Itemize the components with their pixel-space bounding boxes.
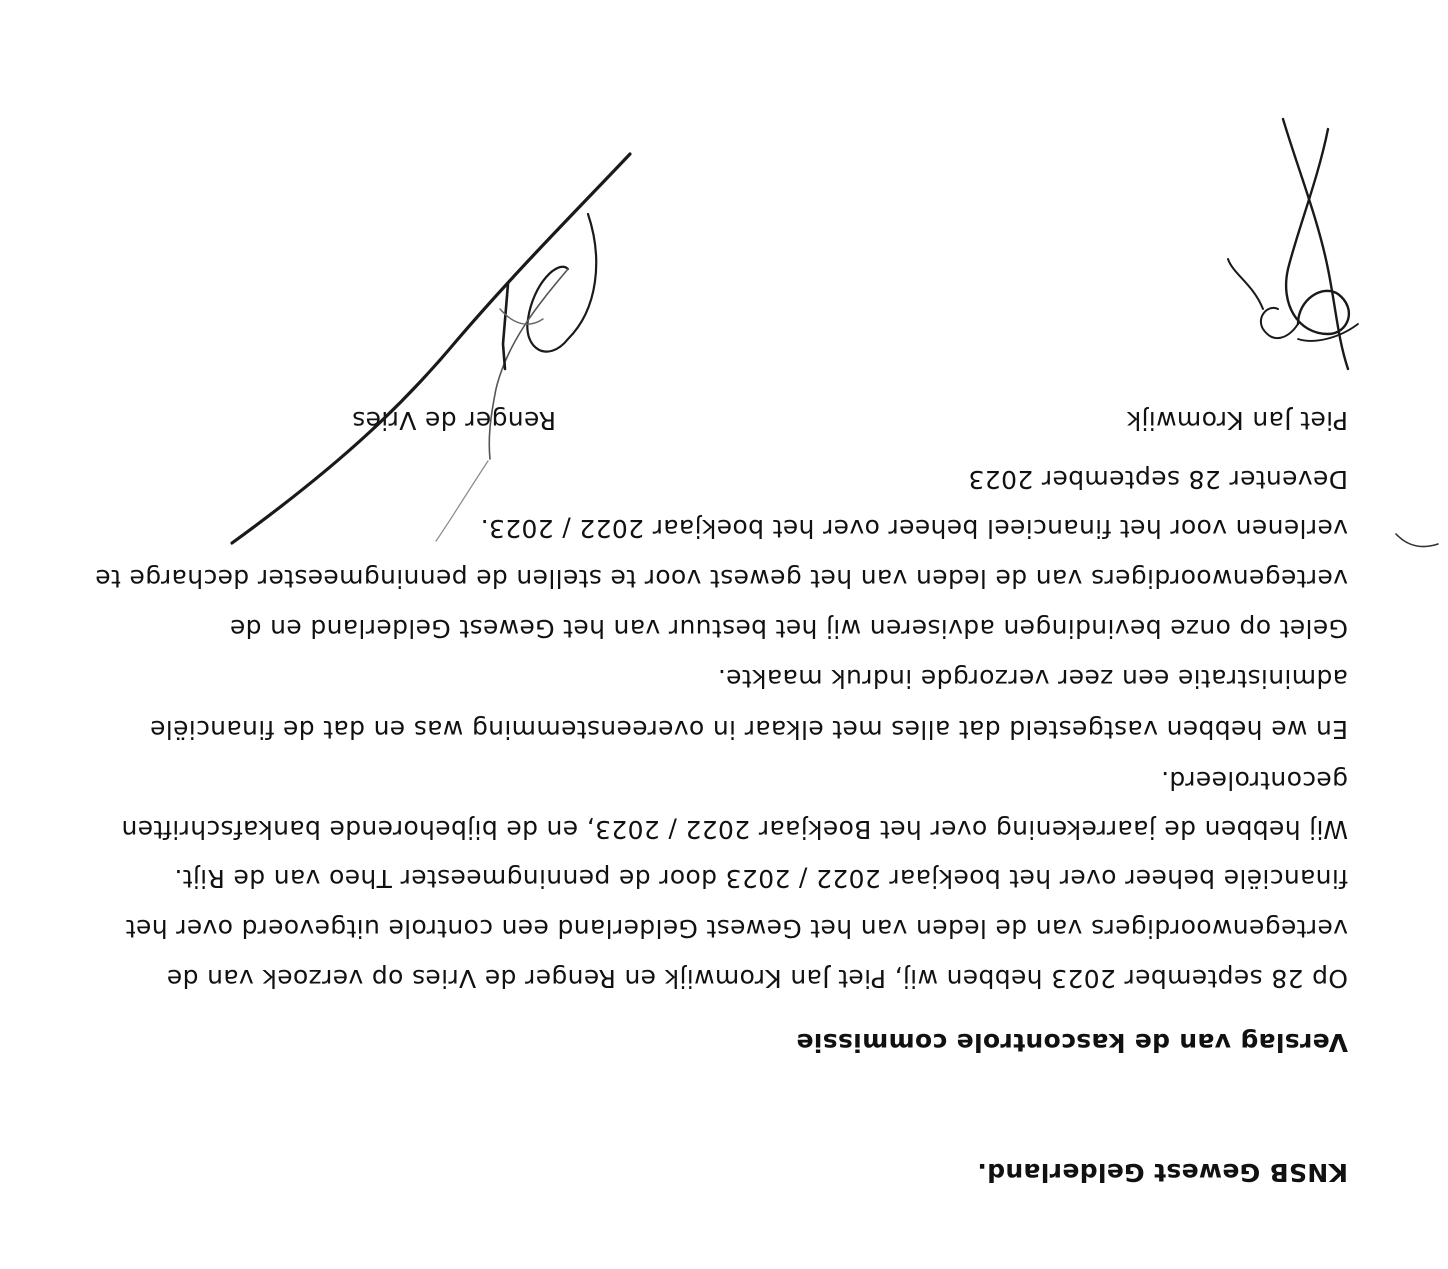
paragraph-line: Wij hebben de jaarrekening over het Boekjaar 2022 / 2023, en de bijbehorende bankafschriften bbox=[121, 815, 1348, 844]
report-title: Verslag van de kascontrole commissie bbox=[796, 1028, 1348, 1057]
paragraph-line: vertegenwoordigers van de leden van het Gewest Gelderland een controle uitgevoerd over het bbox=[125, 914, 1348, 943]
place-date: Deventer 28 september 2023 bbox=[968, 465, 1348, 494]
signatory-name-de-vries: Renger de Vries bbox=[351, 406, 556, 435]
paragraph-line: En we hebben vastgesteld dat alles met elkaar in overeenstemming was en dat de financiële bbox=[149, 715, 1348, 744]
paragraph-line: verlenen voor het financieel beheer over het boekjaar 2022 / 2023. bbox=[480, 514, 1348, 543]
paragraph-line: vertegenwoordigers van de leden van het gewest voor te stellen de penningmeester decharge te bbox=[94, 564, 1348, 593]
paragraph-line: Gelet op onze bevindingen adviseren wij het bestuur van het Gewest Gelderland en de bbox=[229, 614, 1348, 643]
paragraph-line: Op 28 september 2023 hebben wij, Piet Jan Kromwijk en Renger de Vries op verzoek van de bbox=[166, 964, 1348, 993]
paragraph-line: gecontroleerd. bbox=[1160, 766, 1348, 795]
paragraph-line: financiële beheer over het boekjaar 2022 / 2023 door de penningmeester Theo van de Rijt. bbox=[174, 864, 1348, 893]
organization-heading: KNSB Gewest Gelderland. bbox=[976, 1158, 1348, 1187]
paragraph-line: administratie een zeer verzorgde indruk maakte. bbox=[717, 664, 1348, 693]
signatory-name-kromwijk: Piet Jan Kromwijk bbox=[1126, 406, 1348, 435]
